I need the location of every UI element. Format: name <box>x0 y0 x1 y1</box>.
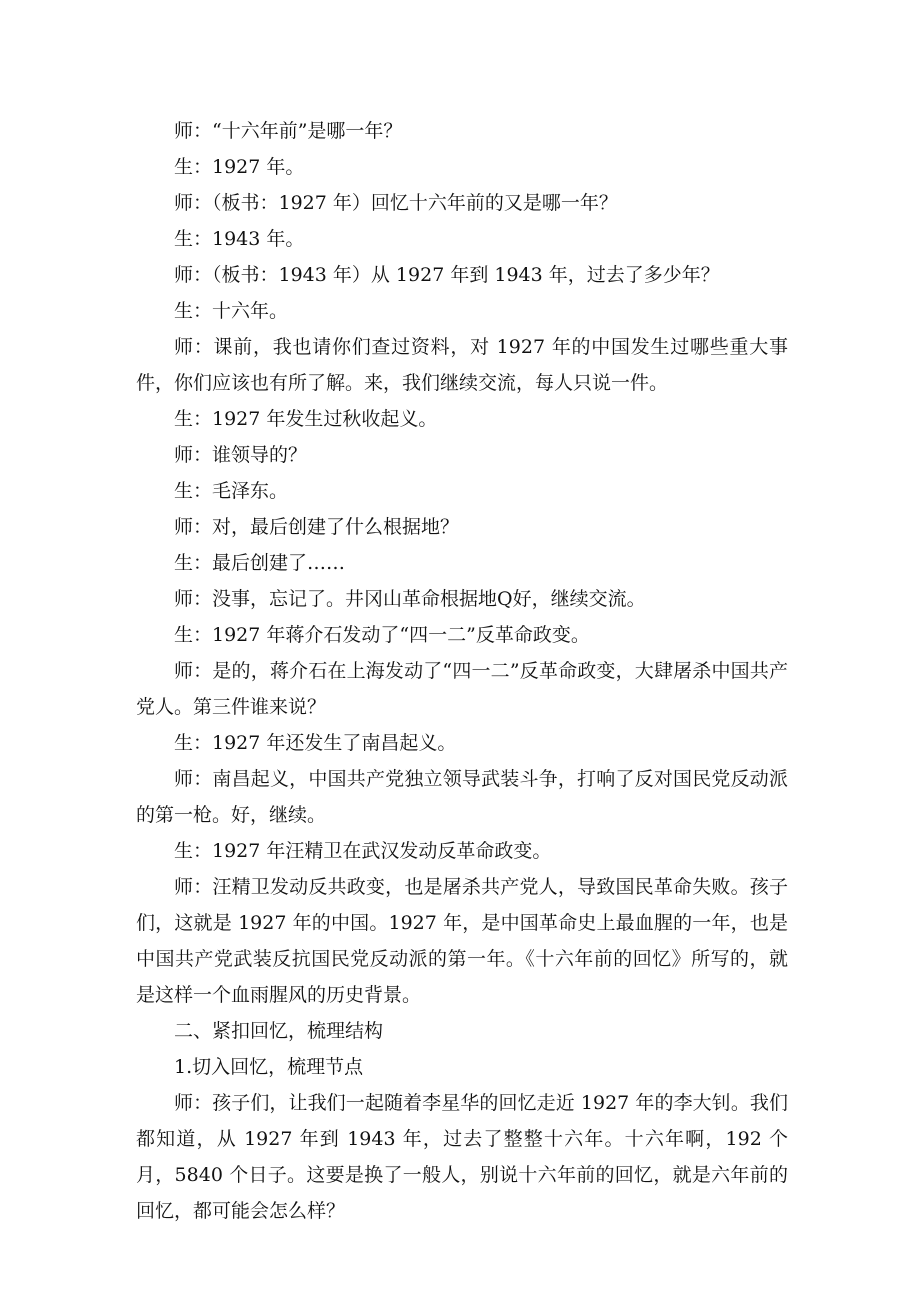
paragraph: 师：是的，蒋介石在上海发动了“四一二”反革命政变，大肆屠杀中国共产党人。第三件谁来说？ <box>136 660 788 718</box>
paragraph: 生：1927 年汪精卫在武汉发动反革命政变。 <box>174 840 552 862</box>
subsection-heading: 1.切入回忆，梳理节点 <box>174 1056 364 1078</box>
paragraph: 师：南昌起义，中国共产党独立领导武装斗争，打响了反对国民党反动派的第一枪。好，继续。 <box>136 768 788 826</box>
paragraph: 生：1943 年。 <box>174 228 305 250</box>
paragraph: 生：1927 年蒋介石发动了“四一二”反革命政变。 <box>174 624 590 646</box>
paragraph: 师：课前，我也请你们查过资料，对 1927 年的中国发生过哪些重大事件，你们应该也有所了解。来，我们继续交流，每人只说一件。 <box>136 336 788 394</box>
paragraph: 生：1927 年还发生了南昌起义。 <box>174 732 457 754</box>
paragraph: 生：1927 年发生过秋收起义。 <box>174 408 438 430</box>
paragraph: 师：“十六年前”是哪一年？ <box>174 120 403 142</box>
paragraph: 师：对，最后创建了什么根据地？ <box>174 516 460 538</box>
paragraph: 师：（板书：1943 年）从 1927 年到 1943 年，过去了多少年？ <box>174 264 720 286</box>
paragraph: 师：谁领导的？ <box>174 444 308 466</box>
paragraph: 生：1927 年。 <box>174 156 305 178</box>
paragraph: 师：孩子们，让我们一起随着李星华的回忆走近 1927 年的李大钊。我们都知道，从 1927 年到 1943 年，过去了整整十六年。十六年啊，192 个月，5840 个日子。这要是换了一般人，别说十六年前的回忆，就是六年前的回忆，都可能会怎么样？ <box>136 1092 788 1222</box>
document-body <box>136 113 788 1229</box>
paragraph: 生：最后创建了…… <box>174 552 346 574</box>
paragraph: 师：汪精卫发动反共政变，也是屠杀共产党人，导致国民革命失败。孩子们，这就是 1927 年的中国。1927 年，是中国革命史上最血腥的一年，也是中国共产党武装反抗国民党反动派的第一年。《十六年前的回忆》所写的，就是这样一个血雨腥风的历史背景。 <box>136 876 788 1006</box>
paragraph: 生：毛泽东。 <box>174 480 289 502</box>
paragraph: 师：（板书：1927 年）回忆十六年前的又是哪一年？ <box>174 192 618 214</box>
paragraph: 师：没事，忘记了。井冈山革命根据地Q好，继续交流。 <box>174 588 646 610</box>
section-heading: 二、紧扣回忆，梳理结构 <box>174 1020 384 1042</box>
paragraph: 生：十六年。 <box>174 300 289 322</box>
